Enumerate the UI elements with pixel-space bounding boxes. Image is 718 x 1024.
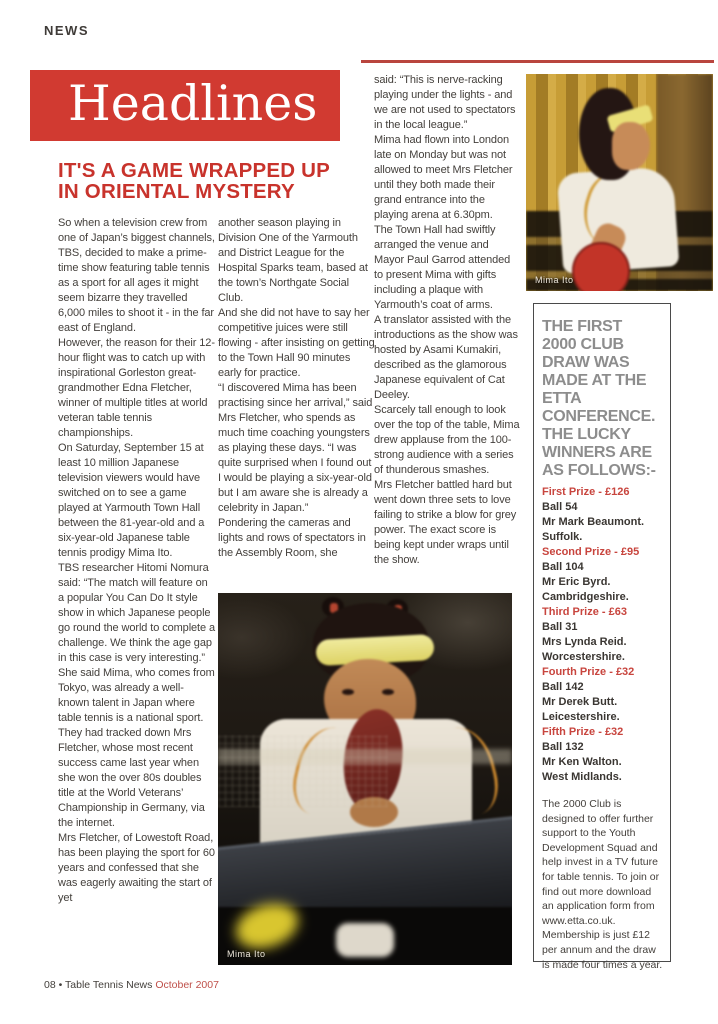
heading-line: CONFERENCE. (542, 408, 656, 425)
paragraph: However, the reason for their 12-hour flight was to catch up with inspirational Gorleston great-grandmother Edna Fletcher, winner of multiple titles at world veteran table tennis championships. (58, 337, 215, 439)
prize-ball: Ball 104 (542, 561, 584, 573)
girl-sleeve (336, 923, 394, 957)
prize-winner: Mr Ken Walton. (542, 756, 622, 768)
photo-caption: Mima Ito (535, 275, 574, 285)
prize-entry (542, 665, 665, 725)
footer-bullet: • (58, 979, 63, 991)
prize-entry (542, 605, 665, 665)
paragraph: Scarcely tall enough to look over the top of the table, Mima drew applause from the 100-strong audience with a series of thunderous smashes. (374, 404, 520, 476)
draw-heading (542, 318, 665, 480)
photo-illustration (526, 74, 713, 291)
prize-county: Cambridgeshire. (542, 591, 629, 603)
prize-county: Suffolk. (542, 531, 583, 543)
paragraph: another season playing in Division One of the Yarmouth and District League for the Hospital Sparks team, based at the town’s Northgate Social Club. (218, 217, 368, 304)
table-net (218, 735, 388, 807)
heading-line: THE FIRST (542, 318, 622, 335)
prize-label: Fourth Prize - £32 (542, 666, 635, 678)
prize-label: Third Prize - £63 (542, 606, 627, 618)
prize-label: Second Prize - £95 (542, 546, 640, 558)
banner-title: Headlines (68, 75, 318, 132)
prize-county: West Midlands. (542, 771, 622, 783)
heading-line: AS FOLLOWS:- (542, 462, 656, 479)
2000-club-note: The 2000 Club is designed to offer further support to the Youth Development Squad and help invest in a TV future for table tennis. To join or find out more download an application form from www.etta.co.uk. Membership is just £12 per annum and the draw is made four times a year. (542, 798, 663, 971)
issue-date: October 2007 (155, 979, 219, 991)
headline-line-2: IN ORIENTAL MYSTERY (58, 180, 295, 203)
top-rule-divider (361, 60, 714, 63)
paragraph: TBS researcher Hitomi Nomura said: “The match will feature on a popular You Can Do It style show in which Japanese people go round the world to complete a challenge. We think the age gap in this case is very interesting.” (58, 562, 216, 664)
prize-ball: Ball 54 (542, 501, 578, 513)
prize-ball: Ball 31 (542, 621, 578, 633)
headline-line-1: IT'S A GAME WRAPPED UP (58, 159, 330, 182)
heading-line: DRAW WAS (542, 354, 630, 371)
paragraph: They had tracked down Mrs Fletcher, whose most recent success came last year when she won the over 80s doubles title at the World Veterans’ Championship in Germany, via the internet. (58, 727, 205, 829)
paragraph: Mrs Fletcher battled hard but went down three sets to love failing to strike a blow for grey power. The exact score is being kept under wraps until the show. (374, 479, 517, 566)
page-number: 08 (44, 979, 56, 991)
girl-eye (342, 689, 354, 695)
prize-ball: Ball 132 (542, 741, 584, 753)
2000-club-draw-box (533, 303, 671, 971)
heading-line: MADE AT THE (542, 372, 647, 389)
prize-winner: Mrs Lynda Reid. (542, 636, 627, 648)
photo-mima-ito-main (218, 593, 512, 965)
prize-entry (542, 485, 665, 545)
heading-line: THE LUCKY (542, 426, 631, 443)
prize-county: Worcestershire. (542, 651, 625, 663)
prize-winner: Mr Derek Butt. (542, 696, 618, 708)
headlines-banner (30, 70, 340, 141)
paragraph: On Saturday, September 15 at least 10 million Japanese television viewers would have switched on to see a game played at Yarmouth Town Hall between the 81-year-old and a six-year-old Japanese table tennis prodigy Mima Ito. (58, 442, 205, 559)
paragraph: A translator assisted with the introductions as the show was hosted by Asami Kumakiri, described as the glamorous Japanese equivalent of Cat Deeley. (374, 314, 518, 401)
prize-list (542, 485, 665, 785)
net-tape-blur (218, 749, 512, 764)
section-kicker: NEWS (44, 23, 89, 38)
prize-county: Leicestershire. (542, 711, 620, 723)
article-column-1 (58, 216, 215, 906)
heading-line: WINNERS ARE (542, 444, 652, 461)
paragraph: She said Mima, who comes from Tokyo, was already a well-known talent in Japan where table tennis is a national sport. (58, 667, 215, 724)
girl-face (612, 122, 650, 170)
prize-winner: Mr Eric Byrd. (542, 576, 611, 588)
paragraph: And she did not have to say her competitive juices were still flowing - after insisting on getting to the Town Hall 90 minutes early for practice. (218, 307, 375, 379)
paragraph: Mrs Fletcher, of Lowestoft Road, has been playing the sport for 60 years and confessed that she was eagerly awaiting the start of yet (58, 832, 215, 904)
paragraph: Mima had flown into London late on Monday but was not allowed to meet Mrs Fletcher until they both made their grand entrance into the playing arena at 6.30pm. (374, 134, 513, 221)
table-tennis-paddle (572, 242, 630, 291)
heading-line: 2000 CLUB (542, 336, 624, 353)
photo-mima-ito-top (526, 74, 713, 291)
prize-label: Fifth Prize - £32 (542, 726, 624, 738)
girl-eye (382, 689, 394, 695)
prize-entry (542, 545, 665, 605)
prize-entry (542, 725, 665, 785)
article-column-3 (374, 73, 521, 568)
page-footer (44, 979, 219, 991)
photo-illustration (218, 593, 512, 965)
prize-ball: Ball 142 (542, 681, 584, 693)
paragraph: The Town Hall had swiftly arranged the venue and Mayor Paul Garrod attended to present Mima with gifts including a plaque with Yarmouth’s coat of arms. (374, 224, 511, 311)
article-column-2 (218, 216, 375, 561)
paragraph: Pondering the cameras and lights and rows of spectators in the Assembly Room, she (218, 517, 366, 559)
article-headline (58, 160, 378, 202)
prize-label: First Prize - £126 (542, 486, 630, 498)
prize-winner: Mr Mark Beaumont. (542, 516, 645, 528)
heading-line: ETTA (542, 390, 582, 407)
publication-name: Table Tennis News (65, 979, 153, 991)
paragraph: said: “This is nerve-racking playing under the lights - and we are not used to spectators in the local league.” (374, 74, 516, 131)
photo-caption: Mima Ito (227, 949, 266, 959)
paragraph: So when a television crew from one of Japan’s biggest channels, TBS, decided to make a prime-time show featuring table tennis as a sport for all ages it might seem bizarre they travelled 6,000 miles to shoot it - in the far east of England. (58, 217, 215, 334)
paragraph: “I discovered Mima has been practising since her arrival,” said Mrs Fletcher, who spends as much time coaching youngsters as playing these days. “I was quite surprised when I found out I would be playing a six-year-old but I am aware she is already a celebrity in Japan.” (218, 382, 373, 514)
